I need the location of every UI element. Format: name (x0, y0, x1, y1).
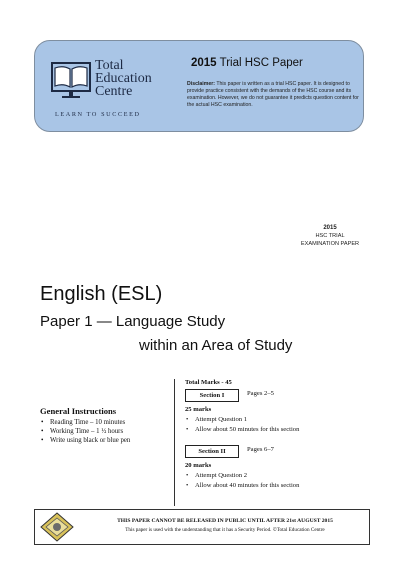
section-2-bullet: • Allow about 40 minutes for this section (185, 482, 299, 489)
section-1-pages: Pages 2–5 (247, 390, 274, 397)
section-1-bullet: • Allow about 50 minutes for this section (185, 426, 299, 433)
logo-line-2: Education (95, 71, 152, 86)
subject-title: English (ESL) (40, 283, 163, 305)
section-2-header (185, 445, 363, 458)
total-marks: Total Marks - 45 (185, 379, 232, 386)
security-notice: This paper is used with the understanding that it has a Security Period. ©Total Education Centre (125, 527, 325, 533)
exam-meta-line2: EXAMINATION PAPER (300, 241, 360, 247)
logo-tagline: LEARN TO SUCCEED (55, 111, 141, 118)
exam-meta-line1: HSC TRIAL (315, 233, 345, 239)
disclaimer (187, 81, 359, 109)
paper-name: Paper 1 — Language Study (40, 313, 226, 330)
section-1-bullet: • Attempt Question 1 (185, 416, 247, 423)
section-2-marks: 20 marks (185, 462, 212, 469)
general-instructions (40, 406, 130, 445)
disclaimer-text: This paper is written as a trial HSC paper. It is designed to provide practice consistent with the demands of the HSC course and its examination. However, we do not guarantee it predicts question content for the actual HSC examination. (187, 81, 359, 108)
instruction-item: • Write using black or blue pen (40, 436, 130, 445)
instructions-title: General Instructions (40, 406, 117, 416)
instructions-list (40, 418, 130, 445)
section-1-marks: 25 marks (185, 406, 212, 413)
security-seal-icon (37, 511, 77, 543)
paper-title-text: Trial HSC Paper (219, 57, 303, 69)
paper-year: 2015 (191, 57, 217, 69)
sections-panel (174, 379, 363, 506)
section-1-label: Section I (185, 389, 239, 402)
disclaimer-label: Disclaimer: (187, 81, 215, 87)
section-1-header (185, 389, 363, 402)
section-2-bullet: • Attempt Question 2 (185, 472, 247, 479)
paper-subtitle: within an Area of Study (139, 337, 293, 354)
instruction-item: • Reading Time – 10 minutes (40, 418, 130, 427)
tec-logo (49, 59, 199, 129)
logo-line-1: Total (95, 58, 124, 73)
logo-line-3: Centre (95, 84, 133, 99)
paper-title (191, 57, 303, 69)
exam-meta (290, 224, 370, 248)
section-2-pages: Pages 6–7 (247, 446, 274, 453)
release-notice: THIS PAPER CANNOT BE RELEASED IN PUBLIC UNTIL AFTER 21st AUGUST 2015 (117, 518, 333, 524)
instruction-item: • Working Time – 1 ½ hours (40, 427, 130, 436)
section-2-label: Section II (185, 445, 239, 458)
exam-meta-year: 2015 (323, 225, 337, 231)
book-computer-icon (49, 59, 93, 103)
security-footer (34, 509, 370, 545)
header-banner (34, 40, 364, 132)
